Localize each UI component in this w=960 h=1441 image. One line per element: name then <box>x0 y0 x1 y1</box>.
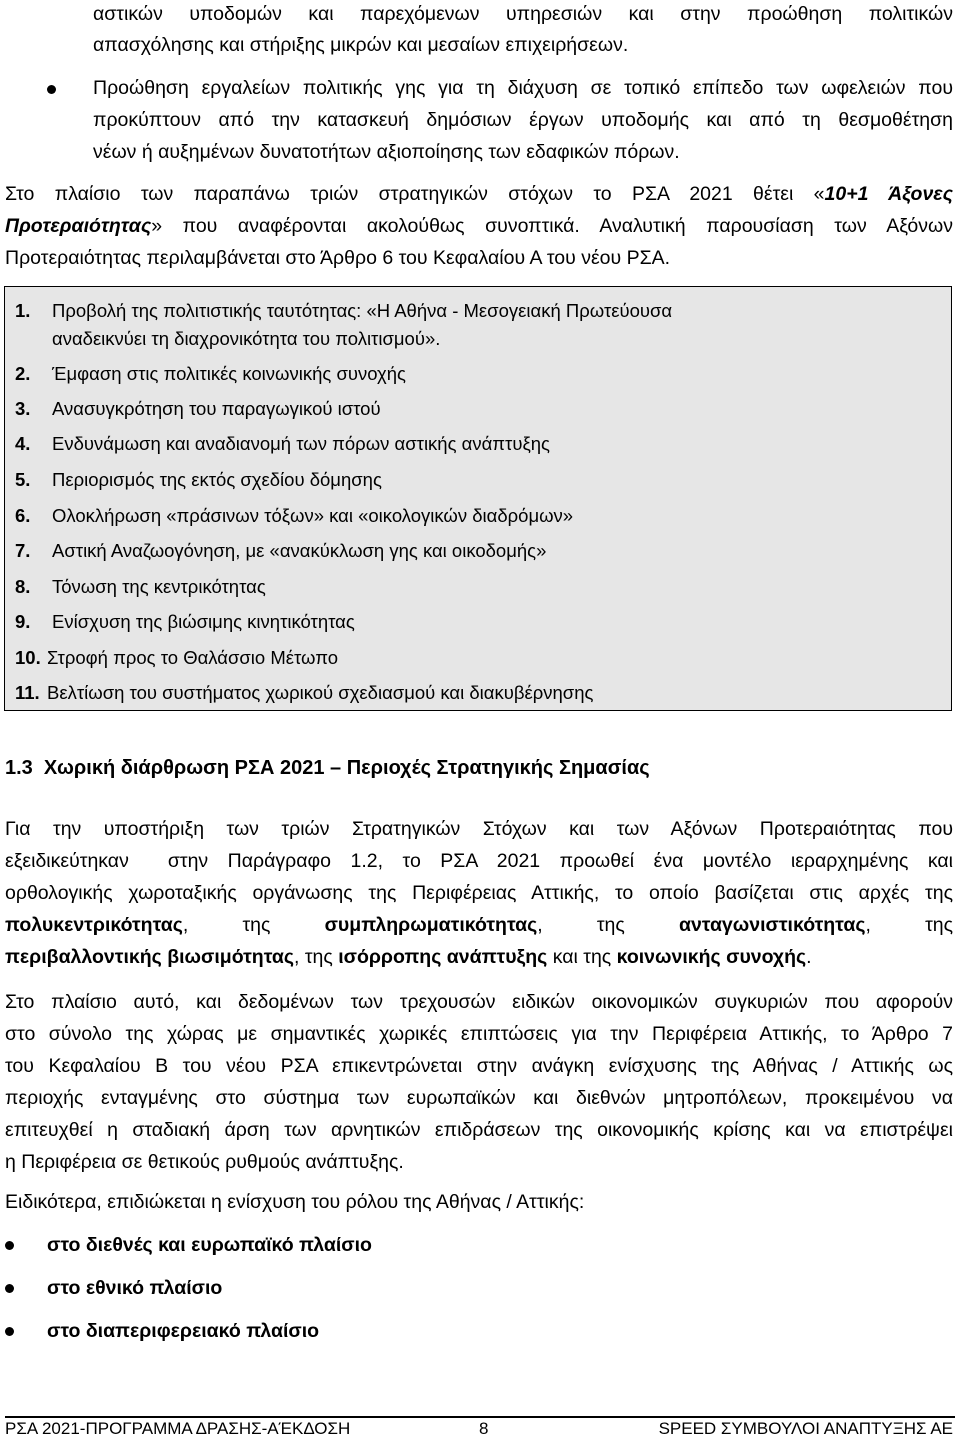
principle-polycentricity: πολυκεντρικότητας <box>5 914 183 936</box>
land-line-1: Προώθηση εργαλείων πολιτικής γης για τη διάχυση σε τοπικό επίπεδο των ωφελειών που <box>93 77 953 99</box>
para2-line-1: Στο πλαίσιο αυτό, και δεδομένων των τρεχουσών ειδικών οικονομικών συγκυριών που αφορούν <box>5 991 953 1013</box>
axis-number: 5. <box>15 469 31 490</box>
axis-number: 7. <box>15 540 31 561</box>
principle-competitiveness: ανταγωνιστικότητας <box>678 914 866 936</box>
para2-line-4: περιοχής ενταγμένης στο σύστημα των ευρωπαϊκών και διεθνών μητροπόλεων, προκειμένου να <box>5 1087 953 1109</box>
axis-number: 2. <box>15 363 31 384</box>
para1-line-4 <box>5 909 953 941</box>
axis-number: 6. <box>15 505 31 526</box>
axis-text: Ενίσχυση της βιώσιμης κινητικότητας <box>52 611 355 632</box>
footer-right: SPEED ΣΥΜΒΟΥΛΟΙ ΑΝΑΠΤΥΞΗΣ ΑΕ <box>658 1419 953 1438</box>
axes-intro-line-2 <box>5 210 953 242</box>
bullet-dot <box>5 1327 14 1336</box>
axes-intro-bold-1: 10+1 Άξονες <box>824 183 953 205</box>
axes-intro-text-2: » που αναφέρονται ακολούθως συνοπτικά. Αναλυτική παρουσίαση των Αξόνων <box>151 215 953 237</box>
para1-line-3: ορθολογικής χωροταξικής οργάνωσης της Περιφέρειας Αττικής, το οποίο βασίζεται στις αρχές της <box>5 882 953 904</box>
separator: , της <box>182 914 271 936</box>
separator: και της <box>547 946 617 968</box>
intro-bullet-tail <box>93 0 953 56</box>
paragraph-role-intro: Ειδικότερα, επιδιώκεται η ενίσχυση του ρόλου της Αθήνας / Αττικής: <box>5 1191 585 1213</box>
para2-line-5: επιτευχθεί η σταδιακή άρση των αρνητικών επιδράσεων της οικονομικής κρίσης και να επιστρέψει <box>5 1119 953 1141</box>
framework-text: στο διεθνές και ευρωπαϊκό πλαίσιο <box>47 1234 372 1256</box>
principle-complementarity: συμπληρωματικότητας <box>324 914 538 936</box>
principle-balanced-development: ισόρροπης ανάπτυξης <box>338 946 548 968</box>
axis-text: Έμφαση στις πολιτικές κοινωνικής συνοχής <box>52 363 406 384</box>
framework-text: στο διαπεριφερειακό πλαίσιο <box>47 1320 320 1342</box>
para1-line-5 <box>5 941 953 973</box>
land-policy-bullet <box>93 72 953 168</box>
intro-line-1: αστικών υποδομών και παρεχόμενων υπηρεσιών και στην προώθηση πολιτικών <box>93 3 953 25</box>
bullet-dot <box>5 1284 14 1293</box>
separator: , της <box>293 946 339 968</box>
para1-line-2: εξειδικεύτηκαν στην Παράγραφο 1.2, το ΡΣΑ 2021 προωθεί ένα μοντέλο ιεραρχημένης και <box>5 850 953 872</box>
axis-number: 11. <box>15 682 40 703</box>
para1-line-1: Για την υποστήριξη των τριών Στρατηγικών Στόχων και των Αξόνων Προτεραιότητας που <box>5 818 953 840</box>
para2-line-6: η Περιφέρεια σε θετικούς ρυθμούς ανάπτυξης. <box>5 1151 404 1173</box>
principle-social-cohesion: κοινωνικής συνοχής <box>616 946 807 968</box>
axis-number: 9. <box>15 611 31 632</box>
axis-text: Περιορισμός της εκτός σχεδίου δόμησης <box>52 469 382 490</box>
bullet-dot <box>5 1241 14 1250</box>
intro-line-2: απασχόλησης και στήριξης μικρών και μεσαίων επιχειρήσεων. <box>93 34 629 56</box>
para2-line-3: του Κεφαλαίου Β του νέου ΡΣΑ επικεντρώνεται στην ανάγκη ενίσχυσης της Αθήνας / Αττικής ως <box>5 1055 953 1077</box>
section-heading: 1.3 Χωρική διάρθρωση ΡΣΑ 2021 – Περιοχές Στρατηγικής Σημασίας <box>5 757 650 779</box>
para2-line-2: στο σύνολο της χώρας με σημαντικές χωρικές επιπτώσεις για την Περιφέρεια Αττικής, το Άρθρο 7 <box>5 1023 953 1045</box>
axes-intro-bold-2: Προτεραιότητας <box>5 215 152 237</box>
bullet-dot <box>47 85 56 94</box>
axes-intro-paragraph <box>5 178 953 274</box>
axes-intro-line-1 <box>5 178 953 210</box>
land-line-3: νέων ή αυξημένων δυνατοτήτων αξιοποίησης των εδαφικών πόρων. <box>93 141 680 163</box>
paragraph-spatial-model <box>5 813 953 973</box>
priority-axes-box <box>4 286 952 711</box>
axis-text: Ανασυγκρότηση του παραγωγικού ιστού <box>52 398 381 419</box>
axis-text: Ενδυνάμωση και αναδιανομή των πόρων αστικής ανάπτυξης <box>52 433 550 454</box>
axis-text: Αστική Αναζωογόνηση, με «ανακύκλωση γης και οικοδομής» <box>52 540 547 561</box>
axis-number: 8. <box>15 576 31 597</box>
separator: , της <box>537 914 625 936</box>
framework-text: στο εθνικό πλαίσιο <box>47 1277 223 1299</box>
axis-number: 4. <box>15 433 31 454</box>
axis-number: 3. <box>15 398 31 419</box>
land-line-2: προκύπτουν από την κατασκευή δημόσιων έργων υποδομής και από τη θεσμοθέτηση <box>93 109 953 131</box>
axis-number: 1. <box>15 300 31 321</box>
axis-text: Ολοκλήρωση «πράσινων τόξων» και «οικολογικών διαδρόμων» <box>52 505 574 526</box>
axis-text: Προβολή της πολιτιστικής ταυτότητας: «Η Αθήνα - Μεσογειακή Πρωτεύουσα <box>52 300 673 321</box>
paragraph-economic-context <box>5 986 953 1178</box>
axis-number: 10. <box>15 647 41 668</box>
axis-text: Στροφή προς το Θαλάσσιο Μέτωπο <box>47 647 339 668</box>
footer-divider <box>5 1416 955 1418</box>
axes-intro-line-3: Προτεραιότητας περιλαμβάνεται στο Άρθρο 6 του Κεφαλαίου Α του νέου ΡΣΑ. <box>5 247 671 269</box>
axis-text-continued: αναδεικνύει τη διαχρονικότητα του πολιτισμού». <box>52 328 441 349</box>
axis-text: Τόνωση της κεντρικότητας <box>52 576 266 597</box>
principle-sustainability: περιβαλλοντικής βιωσιμότητας <box>5 946 294 968</box>
footer-page-number: 8 <box>479 1419 489 1438</box>
separator: , της <box>865 914 954 936</box>
axis-text: Βελτίωση του συστήματος χωρικού σχεδιασμού και διακυβέρνησης <box>47 682 594 703</box>
axes-intro-text: Στο πλαίσιο των παραπάνω τριών στρατηγικών στόχων το ΡΣΑ 2021 θέτει « <box>5 183 825 205</box>
sentence-end: . <box>806 946 812 968</box>
footer-left: ΡΣΑ 2021-ΠΡΟΓΡΑΜΜΑ ΔΡΑΣΗΣ-ΑΈΚΔΟΣΗ <box>5 1419 351 1438</box>
